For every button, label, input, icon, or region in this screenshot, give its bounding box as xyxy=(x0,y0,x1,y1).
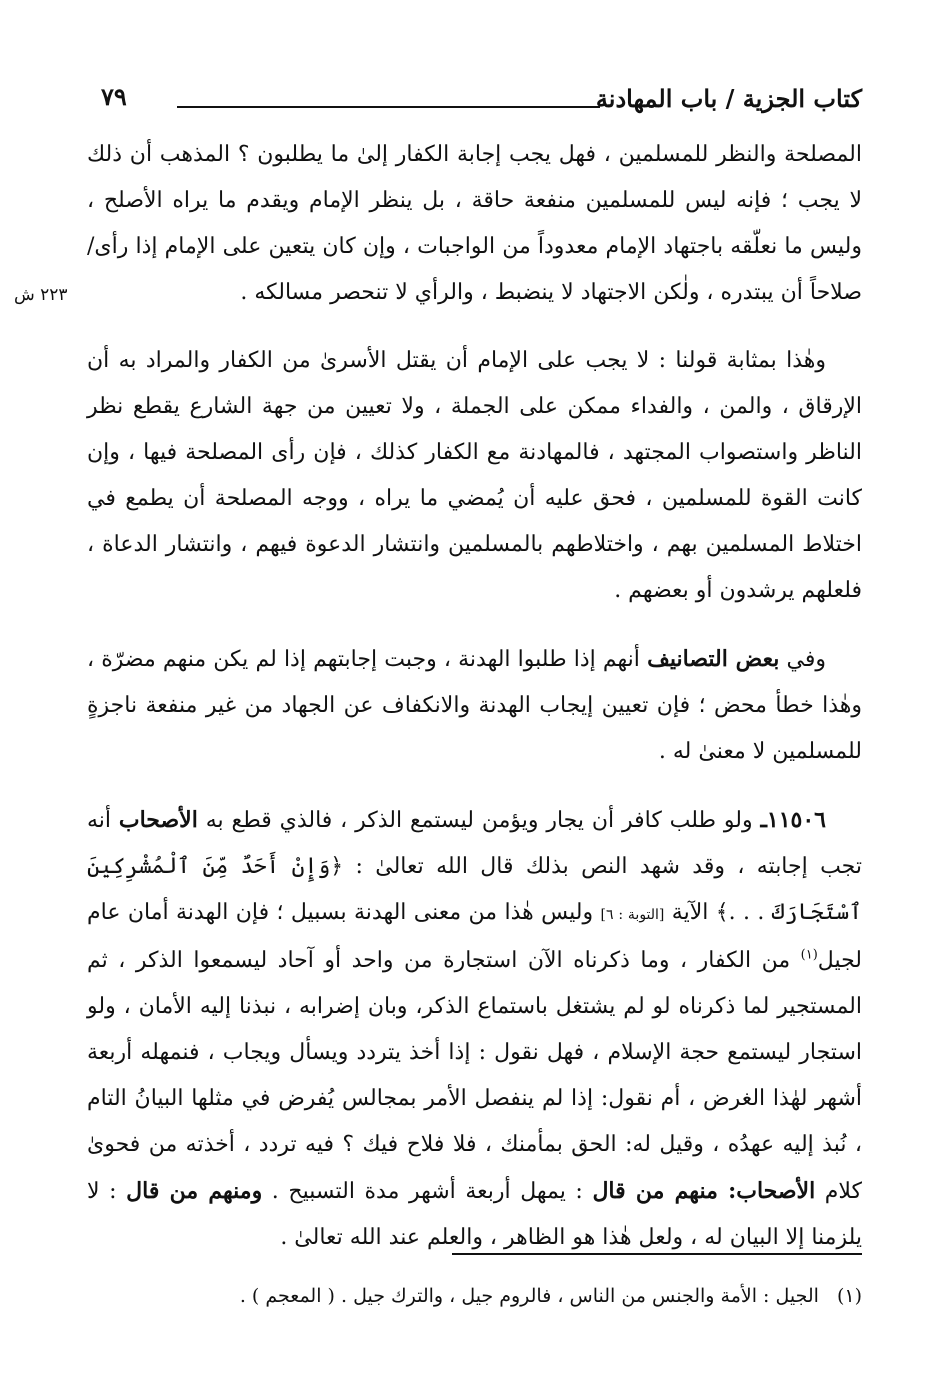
main-text xyxy=(87,132,862,1261)
footnote xyxy=(87,1282,862,1310)
paragraph-4 xyxy=(87,797,862,1261)
running-title: كتاب الجزية / باب المهادنة xyxy=(595,84,862,113)
paragraph-3-lead: وفي xyxy=(786,647,826,672)
bold-minhum: ومنهم من قال xyxy=(126,1178,263,1204)
quran-verse: ﴿وَإِنْ أَحَدٌ مِّنَ ٱلْمُشْرِكِينَ ٱسْتَجَارَكَ . . .﴾ xyxy=(87,854,863,925)
paragraph-4-part-e: من الكفار ، وما ذكرناه الآن استجارة من واحد أو آحاد ليسمعوا الذكر ، ثم المستجير لما ذكرناه لو لم يشتغل باستماع الذكر، وبان إضرابه ، نبذنا إليه الأمان ، ولو استجار ليستمع حجة الإسلام ، فهل نقول : إذا أخذ يتردد ويسأل ويجاب ، فنمهله أربعة أشهر لهٰذا الغرض ، أم نقول: إذا لم ينفصل الأمر بمجالس يُفرض في مثلها البيانُ التام ، نُبذ إليه عهدُه ، وقيل له: الحق بمأمنك ، فلا فلاح فيك ؟ فيه تردد ، أخذته من فحوىٰ كلام xyxy=(87,948,863,1204)
page-header xyxy=(87,80,862,120)
footnote-text: الجيل : الأمة والجنس من الناس ، فالروم جيل ، والترك جيل . ( المعجم ) . xyxy=(239,1285,819,1307)
page-number: ٧٩ xyxy=(101,82,127,111)
paragraph-3 xyxy=(87,636,862,775)
paragraph-4-part-a: ولو طلب كافر أن يجار ويؤمن ليستمع الذكر ، فالذي قطع به xyxy=(205,808,753,833)
verse-reference: [التوبة : ٦] xyxy=(600,907,665,923)
footnote-rule xyxy=(452,1253,862,1255)
paragraph-3-rest: أنهم إذا طلبوا الهدنة ، وجبت إجابتهم إذا لم يكن منهم مضرّة ، وهٰذا خطأ محض ؛ فإن تعيين إيجاب الهدنة والانكفاف عن الجهاد من غير منفعة ناجزةٍ للمسلمين لا معنىٰ له . xyxy=(87,647,862,764)
paragraph-2: وهٰذا بمثابة قولنا : لا يجب على الإمام أن يقتل الأسرىٰ من الكفار والمراد به أن الإرقاق ، والمن ، والفداء ممكن على الجملة ، ولا تعيين من جهة الشارع يقطع نظر الناظر واستصواب المجتهد ، فالمهادنة مع الكفار كذلك ، فإن رأى المصلحة فيها ، وإن كانت القوة للمسلمين ، فحق عليه أن يُمضي ما يراه ، ووجه المصلحة أن يطمع في اختلاط المسلمين بهم ، واختلاطهم بالمسلمين وانتشار الدعوة فيهم ، وانتشار الدعاة ، فلعلهم يرشدون أو بعضهم . xyxy=(87,348,862,603)
bold-ashab-1: الأصحاب xyxy=(118,807,198,833)
bold-source-reference: بعض التصانيف xyxy=(647,646,780,672)
paragraph-1: المصلحة والنظر للمسلمين ، فهل يجب إجابة الكفار إلىٰ ما يطلبون ؟ المذهب أن ذلك لا يجب ؛ فإنه ليس للمسلمين منفعة حاقة ، بل ينظر الإمام ويقدم ما يراه الأصلح ، وليس ما نعلّقه باجتهاد الإمام معدوداً من الواجبات ، وإن كان يتعين على الإمام إذا رأى/ صلاحاً أن يبتدره ، ولٰكن الاجتهاد لا ينضبط ، والرأي لا تنحصر مسالكه . xyxy=(87,142,862,305)
footnote-number: (١) xyxy=(836,1285,862,1307)
header-rule xyxy=(177,106,600,108)
paragraph-4-part-f: : يمهل أربعة أشهر مدة التسبيح . xyxy=(271,1179,583,1204)
bold-ashab-2: الأصحاب: منهم من قال xyxy=(592,1178,816,1204)
paragraph-4-part-g: : لا يلزمنا إلا البيان له ، ولعل هٰذا هو الظاهر ، والعلم عند الله تعالىٰ . xyxy=(87,1179,862,1250)
paragraph-4-part-d: وليس هٰذا من معنى الهدنة بسبيل ؛ فإن الهدنة أمان عام لجيل xyxy=(87,900,862,973)
footnote-reference[interactable]: (١) xyxy=(800,947,818,963)
issue-number: ١١٥٠٦ـ xyxy=(760,807,826,833)
paragraph-4-part-c: الآية xyxy=(671,900,709,925)
margin-manuscript-note: ٢٢٣ ش xyxy=(14,285,68,305)
paragraph-4-part-b: أنه تجب إجابته ، وقد شهد النص بذلك قال الله تعالىٰ : xyxy=(87,808,862,879)
